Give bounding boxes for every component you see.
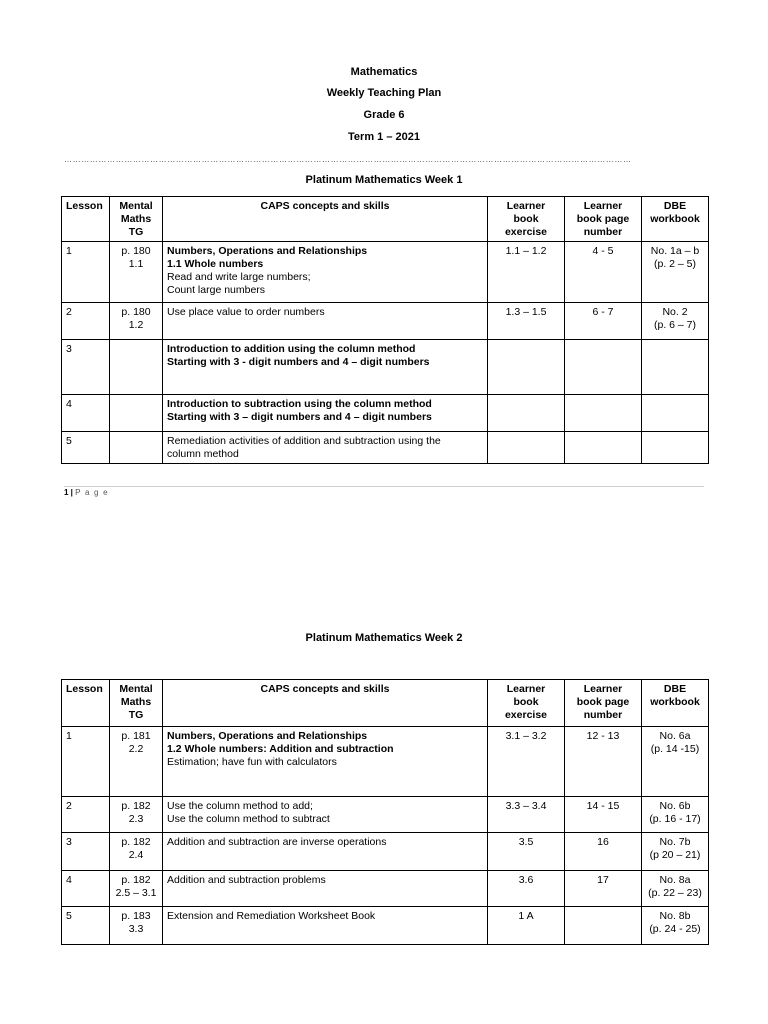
lesson-number: 2 xyxy=(62,303,110,340)
document-subject: Mathematics xyxy=(350,66,418,78)
col-header-learner-book-exercise: Learner book exercise xyxy=(488,197,565,242)
week2-table xyxy=(61,679,709,945)
caps-concepts: Remediation activities of addition and subtraction using the column method xyxy=(163,432,488,464)
mental-maths-ref: p. 182 2.4 xyxy=(110,833,163,871)
lesson-number: 4 xyxy=(62,395,110,432)
caps-concepts: Addition and subtraction are inverse operations xyxy=(163,833,488,871)
lesson-number: 4 xyxy=(62,871,110,907)
caps-concepts: Use place value to order numbers xyxy=(163,303,488,340)
learner-book-page: 6 - 7 xyxy=(565,303,642,340)
dbe-workbook: No. 6a (p. 14 -15) xyxy=(642,727,709,797)
dbe-workbook xyxy=(642,395,709,432)
mental-maths-ref xyxy=(110,432,163,464)
footer-rule xyxy=(64,486,704,487)
lesson-number: 5 xyxy=(62,432,110,464)
document-plan-title: Weekly Teaching Plan xyxy=(326,87,442,99)
col-header-lesson: Lesson xyxy=(62,680,110,727)
mental-maths-ref: p. 180 1.1 xyxy=(110,242,163,303)
learner-book-page xyxy=(565,432,642,464)
caps-concepts: Extension and Remediation Worksheet Book xyxy=(163,907,488,945)
learner-book-page: 14 - 15 xyxy=(565,797,642,833)
learner-book-page: 4 - 5 xyxy=(565,242,642,303)
learner-book-page xyxy=(565,340,642,395)
mental-maths-ref xyxy=(110,340,163,395)
learner-book-exercise xyxy=(488,432,565,464)
caps-concepts: Use the column method to add; Use the column method to subtract xyxy=(163,797,488,833)
lesson-number: 3 xyxy=(62,833,110,871)
table-row xyxy=(62,727,709,797)
mental-maths-ref: p. 180 1.2 xyxy=(110,303,163,340)
week1-title: Platinum Mathematics Week 1 xyxy=(305,174,463,186)
dbe-workbook: No. 8b (p. 24 - 25) xyxy=(642,907,709,945)
mental-maths-ref xyxy=(110,395,163,432)
col-header-learner-book-page: Learner book page number xyxy=(565,197,642,242)
document-grade: Grade 6 xyxy=(363,109,405,121)
lesson-number: 1 xyxy=(62,242,110,303)
week1-header-row xyxy=(62,197,709,242)
dotted-divider: ……………………………………………………………………………………………………………………………………………………………………………… xyxy=(64,155,632,164)
learner-book-page xyxy=(565,395,642,432)
dbe-workbook xyxy=(642,432,709,464)
dbe-workbook: No. 7b (p 20 – 21) xyxy=(642,833,709,871)
table-row xyxy=(62,395,709,432)
lesson-number: 3 xyxy=(62,340,110,395)
document-term: Term 1 – 2021 xyxy=(348,131,420,143)
page-number: 1 xyxy=(64,488,69,497)
table-row xyxy=(62,432,709,464)
learner-book-exercise: 3.5 xyxy=(488,833,565,871)
learner-book-page: 16 xyxy=(565,833,642,871)
col-header-dbe-workbook: DBE workbook xyxy=(642,197,709,242)
learner-book-exercise xyxy=(488,340,565,395)
col-header-learner-book-page: Learner book page number xyxy=(565,680,642,727)
col-header-mental-maths: Mental Maths TG xyxy=(110,197,163,242)
learner-book-exercise: 1.1 – 1.2 xyxy=(488,242,565,303)
learner-book-exercise: 1 A xyxy=(488,907,565,945)
lesson-number: 1 xyxy=(62,727,110,797)
table-row xyxy=(62,340,709,395)
caps-concepts: Introduction to addition using the column method Starting with 3 - digit numbers and 4 – digit numbers xyxy=(163,340,488,395)
dbe-workbook xyxy=(642,340,709,395)
dbe-workbook: No. 2 (p. 6 – 7) xyxy=(642,303,709,340)
col-header-learner-book-exercise: Learner book exercise xyxy=(488,680,565,727)
table-row xyxy=(62,303,709,340)
table-row xyxy=(62,833,709,871)
learner-book-page: 17 xyxy=(565,871,642,907)
dbe-workbook: No. 6b (p. 16 - 17) xyxy=(642,797,709,833)
week2-title: Platinum Mathematics Week 2 xyxy=(305,632,463,644)
learner-book-exercise: 3.3 – 3.4 xyxy=(488,797,565,833)
mental-maths-ref: p. 182 2.5 – 3.1 xyxy=(110,871,163,907)
table-row xyxy=(62,871,709,907)
table-row xyxy=(62,797,709,833)
page-footer: 1 | P a g e xyxy=(64,488,109,497)
learner-book-exercise xyxy=(488,395,565,432)
table-row xyxy=(62,907,709,945)
dbe-workbook: No. 8a (p. 22 – 23) xyxy=(642,871,709,907)
week1-table xyxy=(61,196,709,464)
page-label: P a g e xyxy=(75,488,109,497)
caps-concepts: Numbers, Operations and Relationships 1.1 Whole numbers Read and write large numbers; Count large numbers xyxy=(163,242,488,303)
caps-concepts: Introduction to subtraction using the column method Starting with 3 – digit numbers and 4 – digit numbers xyxy=(163,395,488,432)
caps-concepts: Addition and subtraction problems xyxy=(163,871,488,907)
table-row xyxy=(62,242,709,303)
caps-concepts: Numbers, Operations and Relationships 1.2 Whole numbers: Addition and subtraction Estimation; have fun with calculators xyxy=(163,727,488,797)
col-header-dbe-workbook: DBE workbook xyxy=(642,680,709,727)
mental-maths-ref: p. 182 2.3 xyxy=(110,797,163,833)
mental-maths-ref: p. 181 2.2 xyxy=(110,727,163,797)
lesson-number: 5 xyxy=(62,907,110,945)
learner-book-exercise: 3.1 – 3.2 xyxy=(488,727,565,797)
lesson-number: 2 xyxy=(62,797,110,833)
dbe-workbook: No. 1a – b (p. 2 – 5) xyxy=(642,242,709,303)
learner-book-page xyxy=(565,907,642,945)
col-header-mental-maths: Mental Maths TG xyxy=(110,680,163,727)
learner-book-page: 12 - 13 xyxy=(565,727,642,797)
col-header-caps: CAPS concepts and skills xyxy=(163,197,488,242)
col-header-lesson: Lesson xyxy=(62,197,110,242)
week2-header-row xyxy=(62,680,709,727)
learner-book-exercise: 3.6 xyxy=(488,871,565,907)
col-header-caps: CAPS concepts and skills xyxy=(163,680,488,727)
mental-maths-ref: p. 183 3.3 xyxy=(110,907,163,945)
learner-book-exercise: 1.3 – 1.5 xyxy=(488,303,565,340)
